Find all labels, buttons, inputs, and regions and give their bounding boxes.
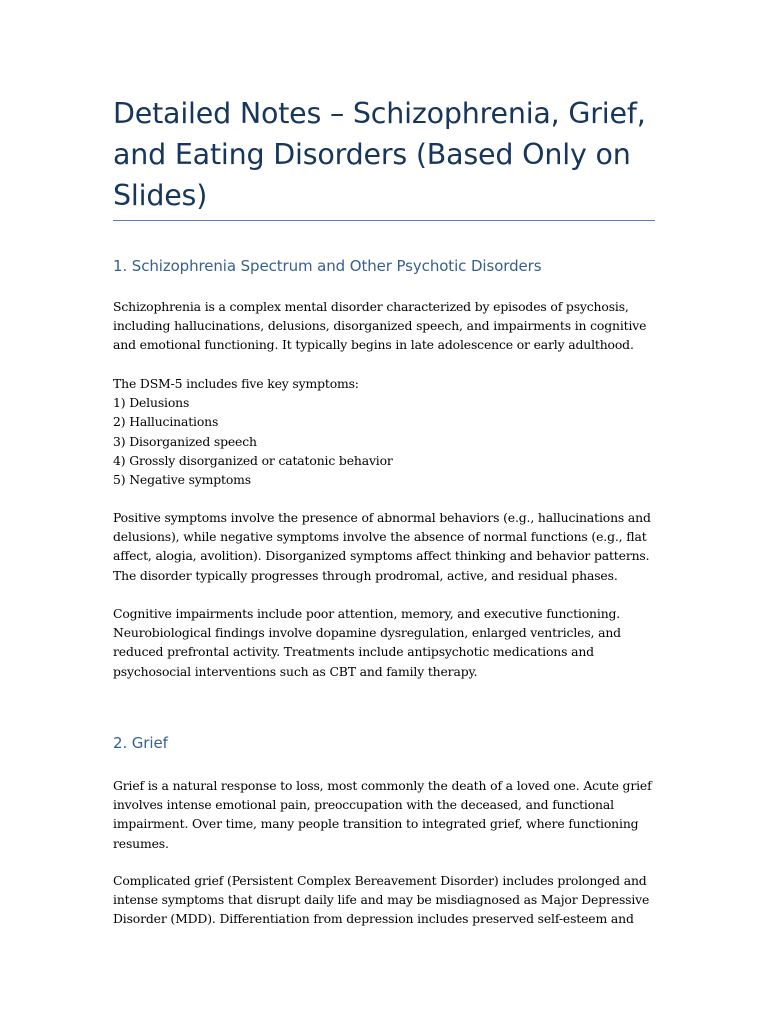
section-heading-grief: 2. Grief xyxy=(113,734,168,752)
section-heading-schizophrenia: 1. Schizophrenia Spectrum and Other Psychotic Disorders xyxy=(113,257,542,275)
list-item: 2) Hallucinations xyxy=(113,414,219,430)
dsm-list-lead: The DSM-5 includes five key symptoms: xyxy=(113,376,359,391)
paragraph-cognitive-impairments: Cognitive impairments include poor attention, memory, and executive functioning. Neurobiological findings involve dopamine dysregulation, enlarged ventricles, and reduced prefrontal activity. Treatments include antipsychotic medications and psychosocial interventions such as CBT and family therapy. xyxy=(113,606,621,679)
list-item: 1) Delusions xyxy=(113,395,190,411)
paragraph-symptom-types: Positive symptoms involve the presence of abnormal behaviors (e.g., hallucinations and delusions), while negative symptoms involve the absence of normal functions (e.g., flat affect, alogia, avolition). Disorganized symptoms affect thinking and behavior patterns. The disorder typically progresses through prodromal, active, and residual phases. xyxy=(113,510,651,583)
document-title: Detailed Notes – Schizophrenia, Grief, and Eating Disorders (Based Only on Slides) xyxy=(113,97,646,212)
list-item: 3) Disorganized speech xyxy=(113,433,257,449)
paragraph-grief-intro: Grief is a natural response to loss, most commonly the death of a loved one. Acute grief involves intense emotional pain, preoccupation with the deceased, and functional impairment. Over time, many people transition to integrated grief, where functioning resumes. xyxy=(113,778,652,851)
paragraph-complicated-grief: Complicated grief (Persistent Complex Bereavement Disorder) includes prolonged and intense symptoms that disrupt daily life and may be misdiagnosed as Major Depressive Disorder (MDD). Differentiation from depression includes preserved self-esteem and xyxy=(113,873,650,927)
dsm-items xyxy=(113,393,658,489)
title-divider xyxy=(113,220,655,221)
list-item: 4) Grossly disorganized or catatonic behavior xyxy=(113,452,393,468)
list-item: 5) Negative symptoms xyxy=(113,472,251,488)
dsm-symptom-list xyxy=(113,374,658,489)
paragraph-schizophrenia-intro: Schizophrenia is a complex mental disorder characterized by episodes of psychosis, including hallucinations, delusions, disorganized speech, and impairments in cognitive and emotional functioning. It typically begins in late adolescence or early adulthood. xyxy=(113,299,647,353)
